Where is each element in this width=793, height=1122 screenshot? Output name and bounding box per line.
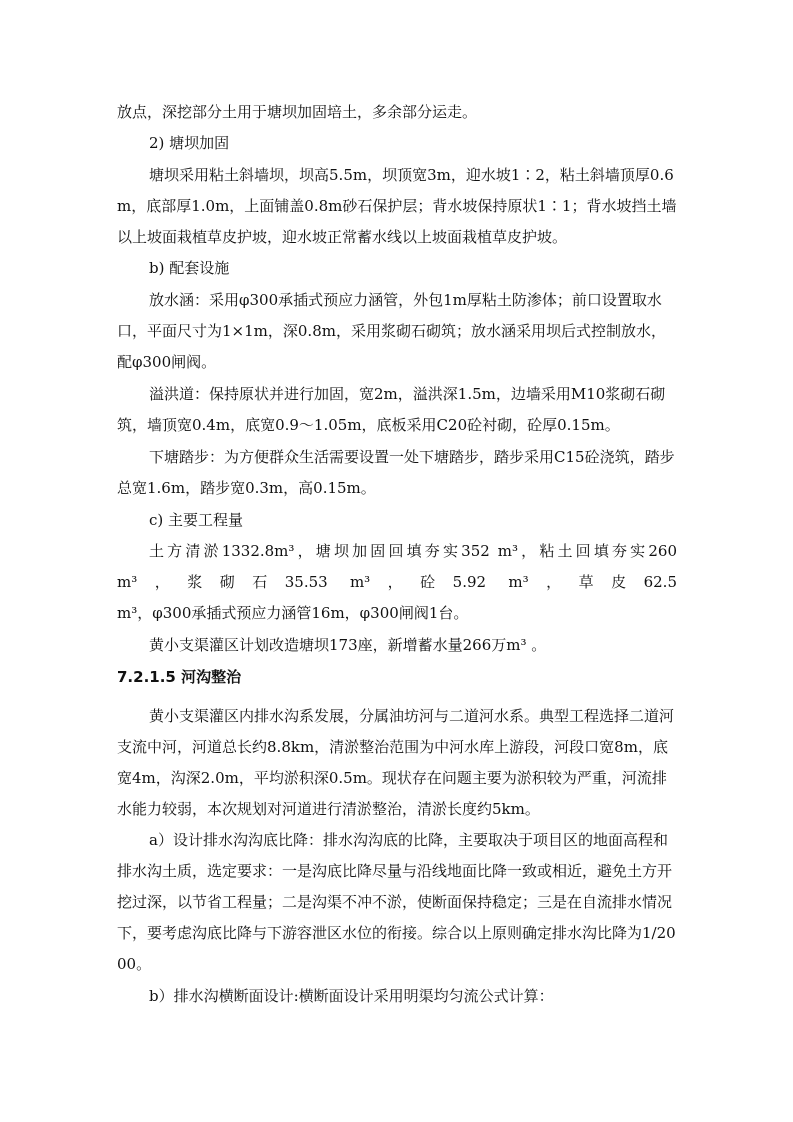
- paragraph-ditch-slope: a）设计排水沟沟底比降：排水沟沟底的比降，主要取决于项目区的地面高程和排水沟土质，选定要求：一是沟底比降尽量与沿线地面比降一致或相近，避免土方开挖过深，以节省工程量；二是沟渠不冲不淤，使断面保持稳定；三是在自流排水情况下，要考虑沟底比降与下游容泄区水位的衔接。综合以上原则确定排水沟比降为1/2000。: [117, 831, 676, 973]
- quantities-line-1: 土方清淤1332.8m³，塘坝加固回填夯实352 m³，粘土回填夯实260: [149, 542, 677, 560]
- quantities-line-2: m³，浆砌石35.53 m³，砼5.92 m³，草皮62.5: [117, 573, 677, 591]
- paragraph-quantities: [117, 536, 677, 629]
- quantities-line-3: m³，φ300承插式预应力涵管16m，φ300闸阀1台。: [117, 604, 469, 622]
- paragraph-steps: 下塘踏步：为方便群众生活需要设置一处下塘踏步，踏步采用C15砼浇筑，踏步总宽1.6m，踏步宽0.3m，高0.15m。: [117, 448, 675, 497]
- paragraph-cross-section: b）排水沟横断面设计:横断面设计采用明渠均匀流公式计算：: [149, 987, 554, 1005]
- paragraph-dredging-end: 放点，深挖部分土用于塘坝加固培土，多余部分运走。: [117, 103, 478, 121]
- subheading-dam-reinforcement: 2) 塘坝加固: [149, 134, 230, 152]
- paragraph-outlet-culvert: 放水涵：采用φ300承插式预应力涵管，外包1m厚粘土防渗体；前口设置取水口，平面尺寸为1×1m，深0.8m，采用浆砌石砌筑；放水涵采用坝后式控制放水，配φ300闸阀。: [117, 291, 666, 371]
- paragraph-reservoir-plan: 黄小支渠灌区计划改造塘坝173座，新增蓄水量266万m³ 。: [149, 636, 547, 654]
- section-heading-river-renovation: 7.2.1.5 河沟整治: [117, 668, 242, 686]
- subheading-supporting-facilities: b) 配套设施: [149, 259, 230, 277]
- paragraph-spillway: 溢洪道：保持原状并进行加固，宽2m，溢洪深1.5m，边墙采用M10浆砌石砌筑，墙顶宽0.4m，底宽0.9～1.05m，底板采用C20砼衬砌，砼厚0.15m。: [117, 385, 666, 434]
- paragraph-river-overview: 黄小支渠灌区内排水沟系发展，分属油坊河与二道河水系。典型工程选择二道河支流中河，河道总长约8.8km，清淤整治范围为中河水库上游段，河段口宽8m，底宽4m，沟深2.0m，平均淤积深0.5m。现状存在问题主要为淤积较为严重，河流排水能力较弱，本次规划对河道进行清淤整治，清淤长度约5km。: [117, 707, 675, 818]
- paragraph-dam-reinforcement: 塘坝采用粘土斜墙坝，坝高5.5m，坝顶宽3m，迎水坡1∶2，粘土斜墙顶厚0.6m，底部厚1.0m，上面铺盖0.8m砂石保护层；背水坡保持原状1∶1；背水坡挡土墙以上坡面栽植草皮护坡，迎水坡正常蓄水线以上坡面栽植草皮护坡。: [117, 166, 677, 246]
- subheading-main-quantities: c) 主要工程量: [149, 511, 244, 529]
